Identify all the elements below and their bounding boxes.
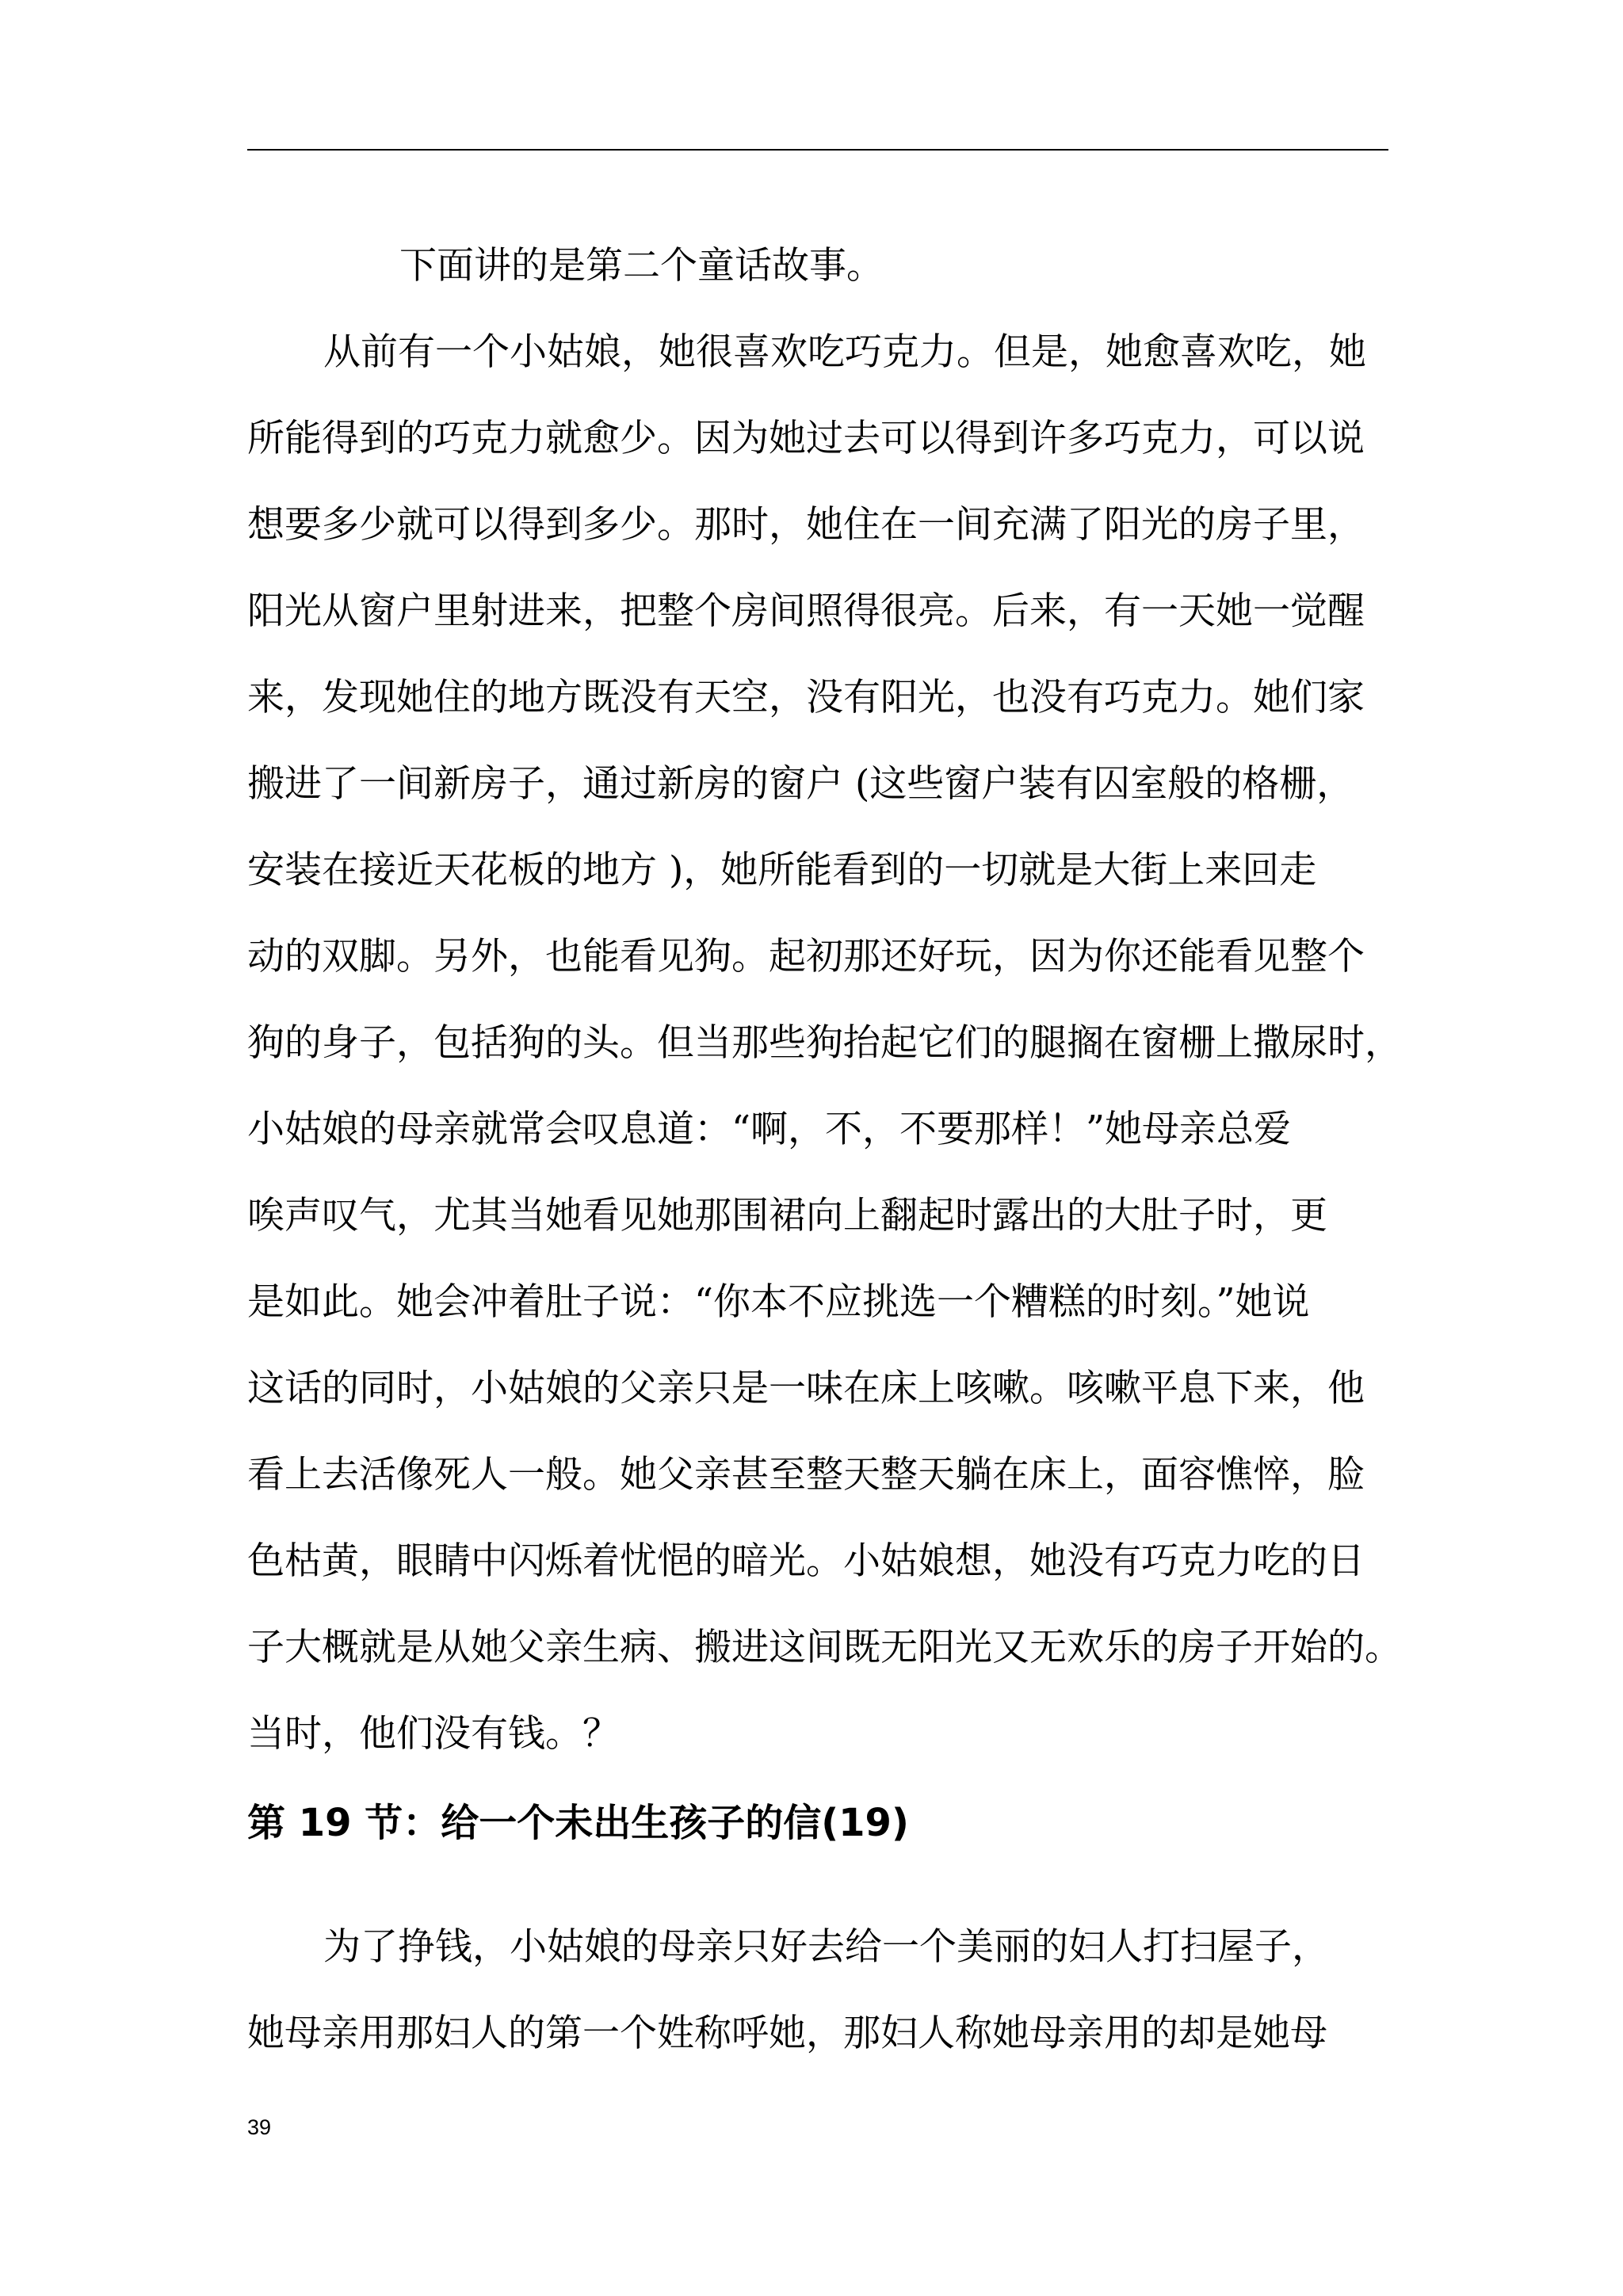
section-heading: 第 19 节：给一个未出生孩子的信(19): [247, 1801, 909, 1845]
paragraph-line: 色枯黄，眼睛中闪烁着忧悒的暗光。小姑娘想，她没有巧克力吃的日: [247, 1539, 1365, 1583]
paragraph-line: 狗的身子，包括狗的头。但当那些狗抬起它们的腿搁在窗栅上撒尿时，: [247, 1021, 1402, 1065]
paragraph-line: 来，发现她住的地方既没有天空，没有阳光，也没有巧克力。她们家: [247, 676, 1365, 719]
intro-line: 下面讲的是第二个童话故事。: [399, 244, 884, 288]
paragraph-line: 想要多少就可以得到多少。那时，她住在一间充满了阳光的房子里，: [247, 503, 1365, 547]
paragraph-line: 这话的同时，小姑娘的父亲只是一味在床上咳嗽。咳嗽平息下来，他: [247, 1367, 1365, 1410]
paragraph-line: 当时，他们没有钱。？: [247, 1712, 620, 1756]
paragraph-line: 是如此。她会冲着肚子说：“你本不应挑选一个糟糕的时刻。”她说: [247, 1280, 1310, 1324]
paragraph-line: 唉声叹气，尤其当她看见她那围裙向上翻起时露出的大肚子时，更: [247, 1194, 1327, 1238]
paragraph-line: 搬进了一间新房子，通过新房的窗户 (这些窗户装有囚室般的格栅，: [247, 762, 1354, 806]
paragraph-line: 看上去活像死人一般。她父亲甚至整天整天躺在床上，面容憔悴，脸: [247, 1453, 1365, 1497]
paragraph-line: 阳光从窗户里射进来，把整个房间照得很亮。后来，有一天她一觉醒: [247, 589, 1365, 633]
paragraph-line: 小姑娘的母亲就常会叹息道：“啊，不，不要那样！”她母亲总爱: [247, 1108, 1292, 1151]
paragraph-line: 子大概就是从她父亲生病、搬进这间既无阳光又无欢乐的房子开始的。: [247, 1626, 1402, 1669]
paragraph-line: 安装在接近天花板的地方 )，她所能看到的一切就是大街上来回走: [247, 849, 1317, 892]
paragraph-line: 为了挣钱，小姑娘的母亲只好去给一个美丽的妇人打扫屋子，: [323, 1925, 1329, 1969]
paragraph-line: 她母亲用那妇人的第一个姓称呼她，那妇人称她母亲用的却是她母: [247, 2012, 1327, 2055]
page-number: 39: [247, 2115, 272, 2139]
paragraph-line: 动的双脚。另外，也能看见狗。起初那还好玩，因为你还能看见整个: [247, 935, 1365, 978]
header-rule: [247, 149, 1388, 151]
paragraph-line: 从前有一个小姑娘，她很喜欢吃巧克力。但是，她愈喜欢吃，她: [323, 330, 1366, 374]
paragraph-line: 所能得到的巧克力就愈少。因为她过去可以得到许多巧克力，可以说: [247, 417, 1365, 460]
